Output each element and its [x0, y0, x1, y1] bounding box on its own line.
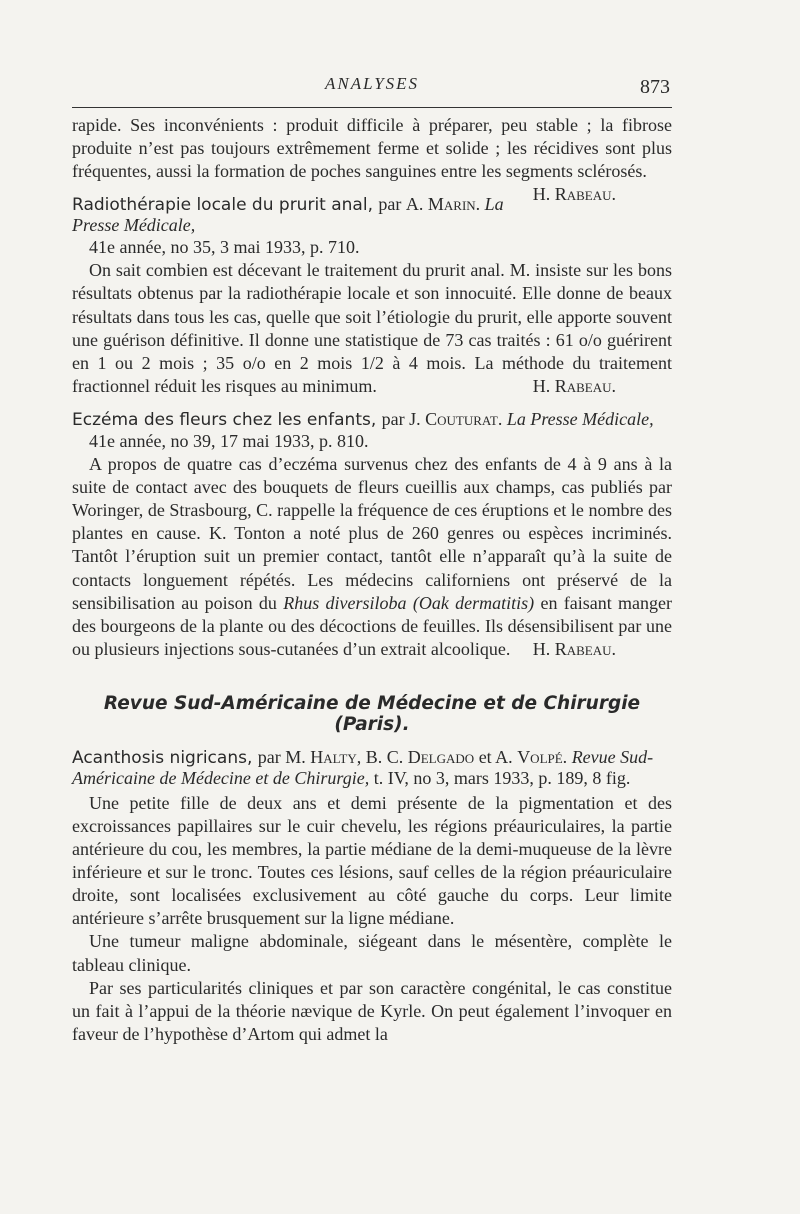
entry-body: Une tumeur maligne abdominale, siégeant dans le mésentère, complète le tableau clinique.	[72, 931, 672, 975]
signature: H. Rabeau.	[532, 638, 616, 659]
entry-title: Eczéma des fleurs chez les enfants,	[72, 409, 377, 430]
entry-citation: t. IV, no 3, mars 1933, p. 189, 8 fig.	[373, 767, 631, 788]
entry-body	[72, 453, 672, 661]
entry-by: par M.	[257, 746, 306, 767]
entry-body: Par ses particularités cliniques et par son caractère congénital, le cas constitue un fait à l’appui de la théorie nævique de Kyrle. On peut également l’invoquer en faveur de l’hypothèse d’Artom qui admet la	[72, 977, 672, 1044]
entry-journal: Revue Sud-Américaine de Médecine et de Chirurgie,	[72, 746, 654, 788]
entry-body	[72, 259, 672, 398]
entry-body: Une petite fille de deux ans et demi présente de la pigmentation et des excroissances papillaires sur le cuir chevelu, les régions préauriculaires, la partie antérieure du cou, les membres, la partie médiane de la demi-muqueuse de la lèvre inférieure et sur le tronc. Toutes ces lésions, sauf celles de la région préauriculaire droite, sont localisées exclusivement au côté gauche du corps. Leur limite antérieure s’arrête brusquement sur la ligne médiane.	[72, 792, 672, 929]
entry-title: Radiothérapie locale du prurit anal,	[72, 195, 373, 216]
entry-citation: 41e année, no 39, 17 mai 1933, p. 810.	[89, 430, 369, 451]
entry-body-text: en faisant manger des bourgeons de la plante ou des décoctions de feuilles. Ils désensibilisent par une ou plusieurs injections sous-cutanées d’un extrait alcoolique.	[72, 592, 673, 659]
entry-title: Acanthosis nigricans,	[72, 747, 253, 768]
entry-by: par	[378, 194, 402, 215]
journal-section-title: Revue Sud-Américaine de Médecine et de Chirurgie (Paris).	[103, 692, 641, 735]
entry-citation: 41e année, no 35, 3 mai 1933, p. 710.	[89, 237, 360, 258]
entry-body-text: On sait combien est décevant le traitement du prurit anal. M. insiste sur les bons résultats obtenus par la radiothérapie locale et son innocuité. Elle donne de beaux résultats dans tous les cas, quelle que soit l’étiologie du prurit, elle apporte souvent une guérison définitive. Il donne une statistique de 73 cas traités : 61 o/o guérirent en 1 ou 2 mois ; 35 o/o en 2 mois 1/2 à 4 mois. La méthode du traitement fractionnel réduit les risques au minimum.	[72, 260, 672, 396]
entry-heading	[72, 409, 672, 430]
signature: H. Rabeau.	[532, 184, 616, 205]
entry-heading	[72, 747, 672, 789]
entry-journal: La Presse Médicale,	[506, 408, 654, 429]
species-name: Rhus diversiloba	[283, 592, 407, 613]
entry-by: par	[381, 408, 405, 429]
running-title: ANALYSES	[324, 74, 420, 93]
running-head	[72, 70, 672, 100]
entry-and: et A.	[478, 746, 513, 767]
entry-author: A. Marin.	[405, 194, 481, 215]
common-name: (Oak dermatitis)	[412, 592, 535, 613]
entry-body-text: A propos de quatre cas d’eczéma survenus chez des enfants de 4 à 9 ans à la suite de contact avec des bouquets de fleurs cueillis aux champs, cas publiés par Woringer, de Strasbourg, C. rappelle la fréquence de ces éruptions et le nombre des plantes en cause. K. Tonton a noté plus de 260 genres ou espèces incriminés. Tantôt l’éruption suit un premier contact, tantôt elle n’apparaît qu’à la suite de contacts longuement répétés. Les médecins californiens ont préservé de la sensibilisation au poison du	[72, 454, 672, 613]
entry-author: J. Couturat.	[409, 408, 503, 429]
page-body	[72, 114, 672, 1046]
signature: H. Rabeau.	[532, 375, 616, 396]
page-number: 873	[640, 76, 670, 98]
entry-journal: La Presse Médicale,	[72, 194, 504, 236]
intro-text: rapide. Ses inconvénients : produit difficile à préparer, peu stable ; la fibrose produite n’est pas toujours extrêmement ferme et solide ; les récidives sont plus fréquentes, aussi la formation de poches sanguines entre les segments sclérosés.	[72, 115, 672, 182]
entry-authors: Halty, B. C. Delgado	[310, 746, 475, 767]
header-rule	[72, 107, 672, 108]
entry-author: Volpé.	[517, 746, 568, 767]
